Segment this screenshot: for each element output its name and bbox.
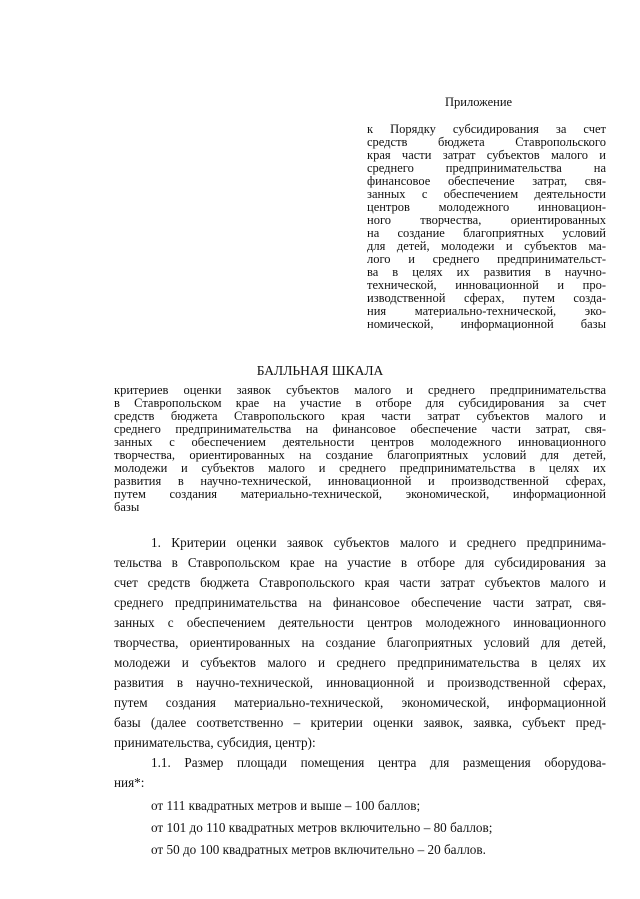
score-line: от 111 квадратных метров и выше – 100 баллов; bbox=[151, 798, 421, 813]
subtitle-line: среднего предпринимательства на финансовое обеспечение части затрат, свя- bbox=[114, 422, 606, 436]
appendix-line: на создание благоприятных условий bbox=[367, 226, 606, 240]
appendix-line: ния материально-технической, эко- bbox=[367, 304, 606, 318]
subtitle-line: путем создания материально-технической, экономической, информационной bbox=[114, 487, 606, 501]
body-line: ния*: bbox=[114, 775, 145, 790]
subtitle-line: критериев оценки заявок субъектов малого и среднего предпринимательства bbox=[114, 383, 606, 397]
body-line: 1. Критерии оценки заявок субъектов малого и среднего предпринима- bbox=[151, 535, 606, 550]
subtitle-line: молодежи и субъектов малого и среднего предпринимательства в целях их bbox=[114, 461, 606, 475]
body-line: счет средств бюджета Ставропольского края части затрат субъектов малого и bbox=[114, 575, 606, 590]
appendix-line: к Порядку субсидирования за счет bbox=[367, 122, 606, 136]
body-line: среднего предпринимательства на финансовое обеспечение части затрат, свя- bbox=[114, 595, 606, 610]
body-line: 1.1. Размер площади помещения центра для размещения оборудова- bbox=[151, 755, 606, 770]
score-line: от 50 до 100 квадратных метров включительно – 20 баллов. bbox=[151, 842, 486, 857]
appendix-line: ва в целях их развития в научно- bbox=[367, 265, 606, 279]
appendix-line: технической, инновационной и про- bbox=[367, 278, 606, 292]
score-line: от 101 до 110 квадратных метров включительно – 80 баллов; bbox=[151, 820, 493, 835]
body-line: принимательства, субсидия, центр): bbox=[114, 735, 316, 750]
body-line: путем создания материально-технической, экономической, информационной bbox=[114, 695, 606, 710]
appendix-title: Приложение bbox=[445, 95, 513, 109]
appendix-line: изводственной сферах, путем созда- bbox=[367, 291, 606, 305]
subtitle-line: средств бюджета Ставропольского края части затрат субъектов малого и bbox=[114, 409, 606, 423]
appendix-line: ного творчества, ориентированных bbox=[367, 213, 606, 227]
body-line: молодежи и субъектов малого и среднего предпринимательства в целях их bbox=[114, 655, 606, 670]
appendix-line: занных с обеспечением деятельности bbox=[367, 187, 606, 201]
body-line: базы (далее соответственно – критерии оценки заявок, заявка, субъект пред- bbox=[114, 715, 606, 730]
appendix-line: края части затрат субъектов малого и bbox=[367, 148, 606, 162]
appendix-line: средств бюджета Ставропольского bbox=[367, 135, 606, 149]
subtitle-line: творчества, ориентированных на создание благоприятных условий для детей, bbox=[114, 448, 606, 462]
body-line: творчества, ориентированных на создание благоприятных условий для детей, bbox=[114, 635, 606, 650]
body-line: развития в научно-технической, инновационной и производственной сферах, bbox=[114, 675, 606, 690]
appendix-line: финансовое обеспечение затрат, свя- bbox=[367, 174, 606, 188]
document-heading: БАЛЛЬНАЯ ШКАЛА bbox=[256, 363, 384, 378]
subtitle-line: базы bbox=[114, 500, 140, 514]
appendix-line: центров молодежного инновацион- bbox=[367, 200, 606, 214]
appendix-line: номической, информационной базы bbox=[367, 317, 606, 331]
subtitle-line: в Ставропольском крае на участие в отборе для субсидирования за счет bbox=[114, 396, 606, 410]
body-line: занных с обеспечением деятельности центров молодежного инновационного bbox=[114, 615, 606, 630]
subtitle-line: развития в научно-технической, инновационной и производственной сферах, bbox=[114, 474, 606, 488]
body-line: тельства в Ставропольском крае на участие в отборе для субсидирования за bbox=[114, 555, 606, 570]
appendix-line: для детей, молодежи и субъектов ма- bbox=[367, 239, 606, 253]
subtitle-line: занных с обеспечением деятельности центров молодежного инновационного bbox=[114, 435, 606, 449]
appendix-line: лого и среднего предпринимательст- bbox=[367, 252, 606, 266]
appendix-line: среднего предпринимательства на bbox=[367, 161, 606, 175]
